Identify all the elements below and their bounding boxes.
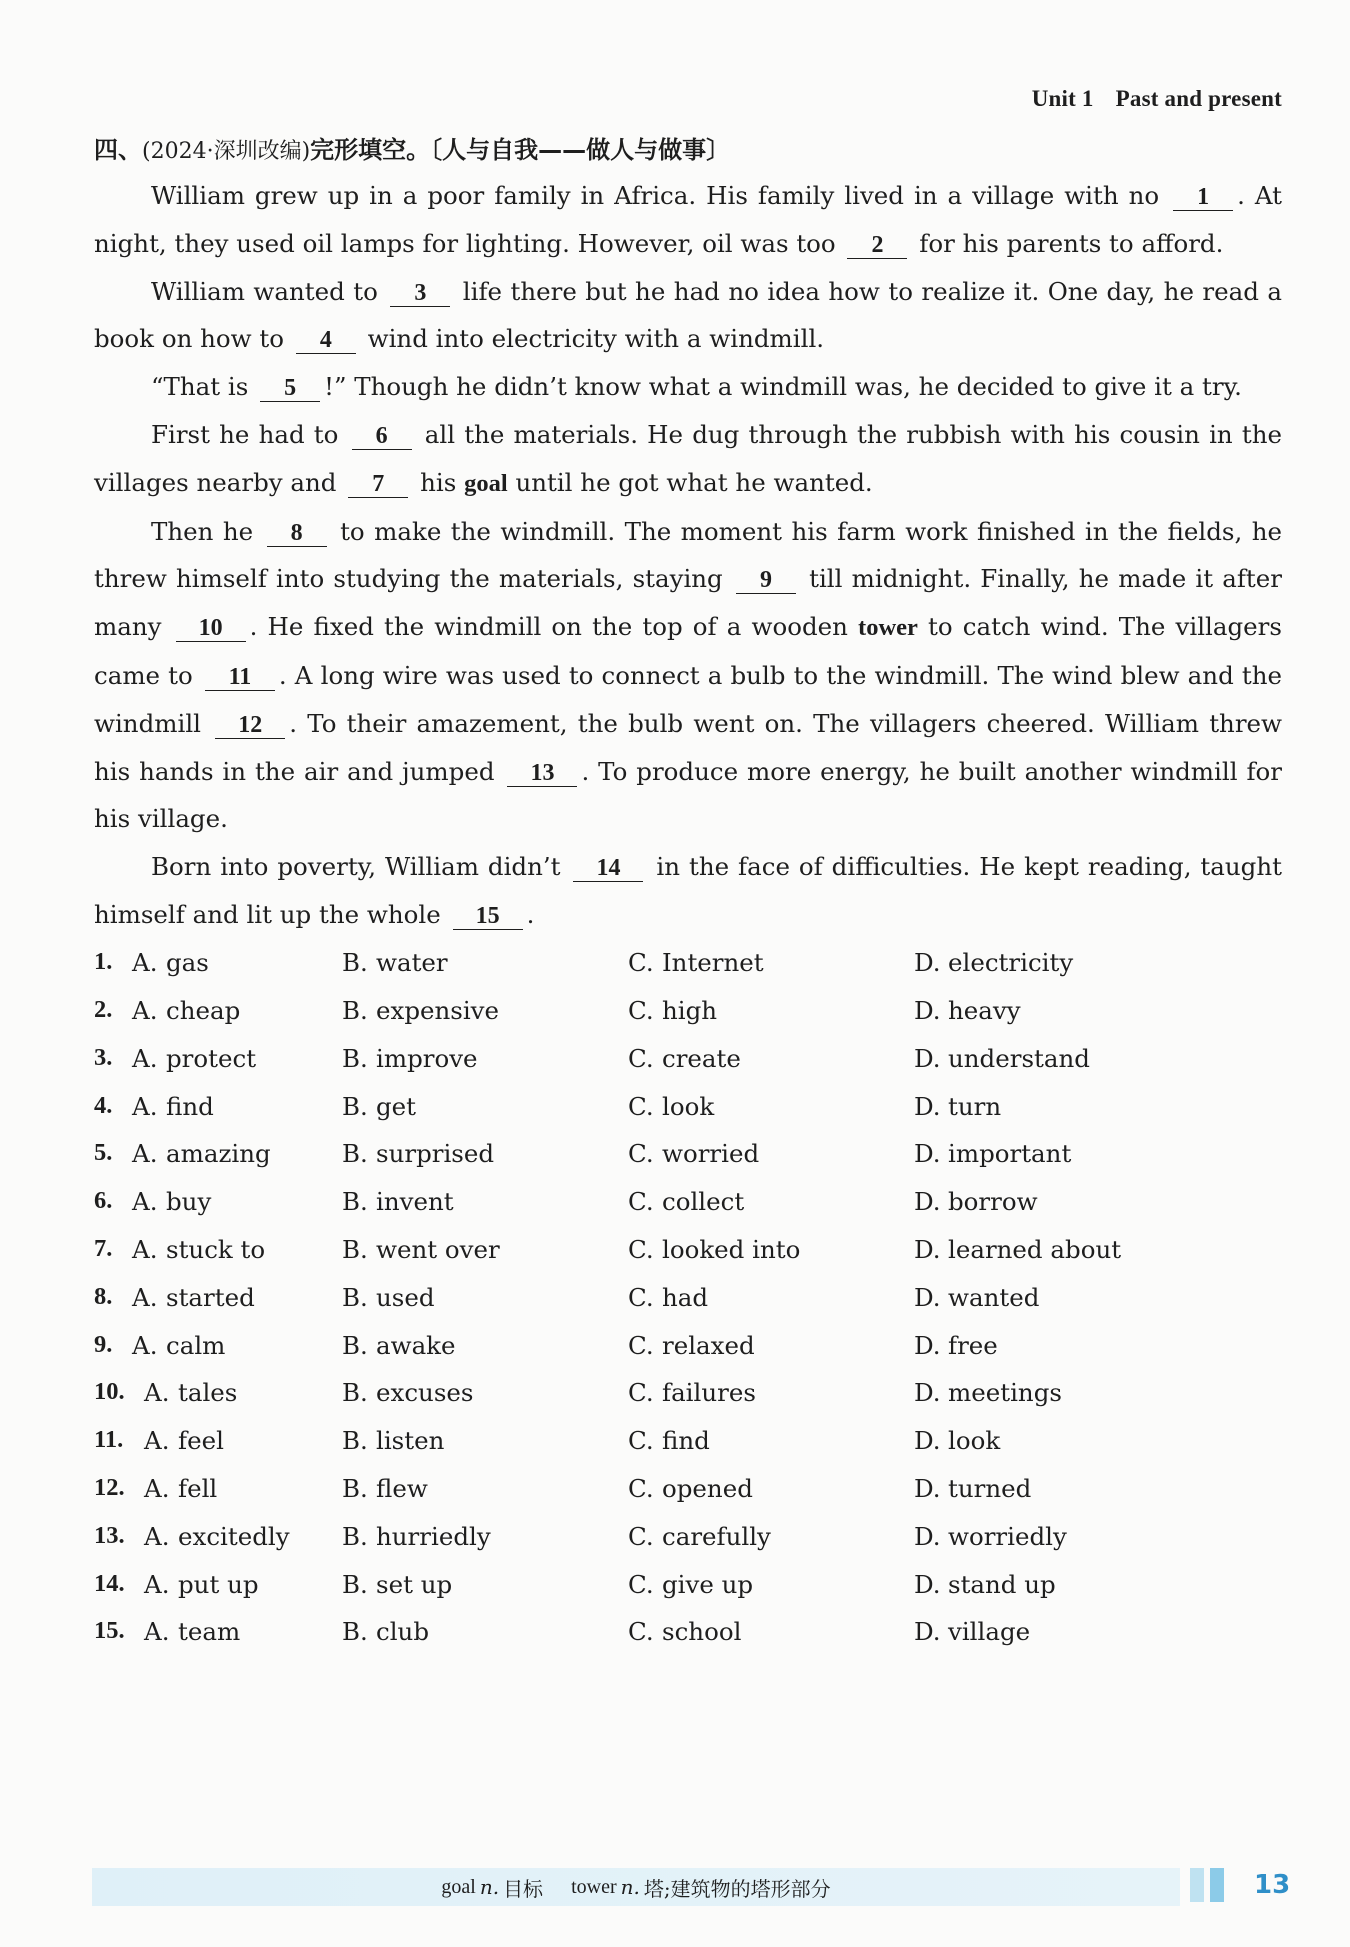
keyword-goal: goal: [464, 469, 508, 497]
option-text: free: [948, 1330, 998, 1360]
text: for his parents to afford.: [919, 228, 1224, 258]
text: .: [526, 899, 535, 929]
option-text: wanted: [948, 1282, 1040, 1312]
option-letter: A.: [144, 1473, 170, 1503]
option-text: flew: [376, 1473, 428, 1503]
option-cell: [914, 1570, 1194, 1599]
question-number: 14.: [94, 1569, 125, 1597]
blank-11: 11: [205, 664, 275, 691]
paragraph-5: [94, 508, 1282, 844]
blank-2: 2: [847, 232, 907, 259]
option-text: used: [376, 1282, 435, 1312]
option-text: find: [166, 1091, 214, 1121]
option-letter: A.: [144, 1426, 170, 1456]
option-cell: [342, 1331, 628, 1360]
option-letter: D.: [914, 1330, 941, 1360]
unit-title: Past and present: [1115, 86, 1282, 111]
option-text: started: [166, 1282, 255, 1312]
keyword-tower: tower: [858, 614, 918, 642]
option-cell: [914, 1187, 1194, 1216]
option-letter: B.: [342, 1282, 368, 1312]
question-number: 3.: [94, 1043, 113, 1071]
option-cell: [94, 1187, 342, 1216]
option-cell: [628, 996, 914, 1025]
question-number: 13.: [94, 1521, 125, 1549]
option-cell: [342, 1283, 628, 1312]
page-number: 13: [1254, 1870, 1291, 1900]
text: . At night, they used oil lamps for lighting. However, oil was too: [94, 181, 1283, 258]
option-letter: C.: [628, 1378, 654, 1408]
option-letter: B.: [342, 1043, 368, 1073]
text: !” Though he didn’t know what a windmill was, he decided to give it a try.: [324, 372, 1242, 402]
option-letter: A.: [132, 1187, 158, 1217]
option-cell: [94, 1522, 342, 1551]
option-cell: [628, 1283, 914, 1312]
option-cell: [342, 1570, 628, 1599]
text: Then he: [151, 516, 254, 546]
option-text: get: [376, 1091, 417, 1121]
option-row: [94, 1560, 1282, 1608]
option-text: opened: [662, 1473, 753, 1503]
text: William wanted to: [151, 276, 378, 306]
option-text: cheap: [166, 995, 241, 1025]
option-letter: A.: [144, 1617, 170, 1647]
option-letter: D.: [914, 1617, 941, 1647]
option-text: electricity: [948, 948, 1074, 978]
option-text: worriedly: [948, 1521, 1067, 1551]
option-cell: [342, 1426, 628, 1455]
text: until he got what he wanted.: [515, 467, 873, 497]
blank-6: 6: [352, 423, 412, 450]
option-cell: [342, 1378, 628, 1407]
blank-15: 15: [453, 903, 523, 930]
option-cell: [94, 1570, 342, 1599]
option-row: [94, 1465, 1282, 1513]
text: William grew up in a poor family in Africa. His family lived in a village with no: [151, 181, 1160, 210]
question-number: 2.: [94, 995, 113, 1023]
option-letter: C.: [628, 1282, 654, 1312]
option-text: important: [948, 1139, 1072, 1169]
option-text: stuck to: [166, 1234, 266, 1264]
blank-8: 8: [267, 520, 327, 547]
option-text: excuses: [376, 1378, 474, 1408]
option-letter: C.: [628, 1617, 654, 1647]
blank-13: 13: [507, 760, 577, 787]
option-letter: A.: [132, 1043, 158, 1073]
option-cell: [628, 1474, 914, 1503]
option-cell: [94, 996, 342, 1025]
question-number: 6.: [94, 1187, 113, 1215]
option-letter: D.: [914, 1187, 941, 1217]
bar: [1190, 1868, 1204, 1902]
option-cell: [342, 1474, 628, 1503]
option-letter: B.: [342, 1569, 368, 1599]
option-letter: B.: [342, 1521, 368, 1551]
option-cell: [94, 1044, 342, 1073]
text: wind into electricity with a windmill.: [367, 324, 825, 354]
vocabulary-footer: [92, 1868, 1180, 1906]
section-type: 完形填空。: [310, 136, 431, 164]
option-letter: A.: [132, 948, 158, 978]
option-row: [94, 939, 1282, 987]
question-number: 4.: [94, 1091, 113, 1119]
passage: [94, 172, 1282, 939]
question-number: 5.: [94, 1139, 113, 1167]
option-cell: [342, 1187, 628, 1216]
text: . A long wire was used to connect a bulb to the windmill. The wind blew and the windmill: [94, 660, 1282, 738]
paragraph-6: [94, 843, 1282, 939]
option-text: club: [376, 1617, 430, 1647]
option-text: turn: [948, 1091, 1002, 1121]
text: life there but he had no idea how to realize it. One day, he read a book on how to: [94, 276, 1282, 354]
option-cell: [94, 1378, 342, 1407]
option-letter: C.: [628, 1187, 654, 1217]
option-text: look: [662, 1091, 715, 1121]
option-letter: D.: [914, 1569, 941, 1599]
section-source: (2024·深圳改编): [142, 139, 311, 164]
option-letter: D.: [914, 1234, 941, 1264]
option-letter: B.: [342, 995, 368, 1025]
option-row: [94, 1512, 1282, 1560]
option-row: [94, 1082, 1282, 1130]
section-number: 四、: [94, 136, 142, 164]
paragraph-1: [94, 172, 1282, 268]
option-row: [94, 1608, 1282, 1656]
option-letter: B.: [342, 1330, 368, 1360]
option-letter: A.: [132, 1330, 158, 1360]
option-row: [94, 1226, 1282, 1274]
paragraph-4: [94, 411, 1282, 508]
option-cell: [342, 1617, 628, 1646]
option-row: [94, 987, 1282, 1035]
option-text: carefully: [662, 1521, 771, 1551]
option-cell: [94, 1139, 342, 1168]
option-letter: D.: [914, 1091, 941, 1121]
option-cell: [914, 1235, 1194, 1264]
option-text: had: [662, 1282, 709, 1312]
option-cell: [914, 1617, 1194, 1646]
option-text: looked into: [662, 1234, 801, 1264]
option-cell: [342, 948, 628, 977]
option-text: heavy: [948, 995, 1021, 1025]
option-letter: C.: [628, 1521, 654, 1551]
option-text: excitedly: [178, 1521, 290, 1551]
answer-options: [94, 939, 1282, 1656]
option-text: set up: [376, 1569, 453, 1599]
vocab-word: tower: [571, 1875, 617, 1898]
option-letter: C.: [628, 1139, 654, 1169]
option-text: surprised: [376, 1139, 495, 1169]
question-number: 9.: [94, 1330, 113, 1358]
option-letter: C.: [628, 1426, 654, 1456]
bar: [1210, 1868, 1224, 1902]
option-text: turned: [948, 1473, 1032, 1503]
option-row: [94, 1273, 1282, 1321]
option-cell: [94, 1331, 342, 1360]
option-text: stand up: [948, 1569, 1056, 1599]
option-letter: B.: [342, 1234, 368, 1264]
option-text: high: [662, 995, 718, 1025]
text: to catch wind. The villagers came to: [94, 612, 1282, 690]
option-text: failures: [662, 1378, 756, 1408]
option-cell: [342, 1139, 628, 1168]
text: to make the windmill. The moment his farm work finished in the fields, he threw himself into studying the materials, staying: [94, 516, 1282, 594]
option-text: give up: [662, 1569, 754, 1599]
option-letter: B.: [342, 1617, 368, 1647]
option-text: amazing: [166, 1139, 271, 1169]
option-letter: A.: [132, 1139, 158, 1169]
option-cell: [94, 948, 342, 977]
option-cell: [914, 1426, 1194, 1455]
option-text: Internet: [662, 948, 764, 978]
option-letter: B.: [342, 1426, 368, 1456]
option-text: improve: [376, 1043, 478, 1073]
option-text: feel: [178, 1426, 224, 1456]
option-cell: [628, 948, 914, 977]
blank-12: 12: [215, 712, 285, 739]
option-letter: A.: [132, 995, 158, 1025]
option-text: team: [178, 1617, 241, 1647]
option-letter: A.: [132, 1282, 158, 1312]
option-letter: C.: [628, 995, 654, 1025]
option-cell: [914, 1283, 1194, 1312]
option-cell: [914, 1092, 1194, 1121]
option-row: [94, 1178, 1282, 1226]
option-letter: C.: [628, 1330, 654, 1360]
option-cell: [914, 1044, 1194, 1073]
option-cell: [342, 1044, 628, 1073]
blank-7: 7: [348, 471, 408, 498]
option-cell: [94, 1426, 342, 1455]
option-cell: [914, 948, 1194, 977]
text: his: [420, 467, 457, 497]
option-letter: D.: [914, 1473, 941, 1503]
option-cell: [628, 1044, 914, 1073]
option-text: went over: [376, 1234, 500, 1264]
option-letter: C.: [628, 948, 654, 978]
vocab-meaning: 塔;建筑物的塔形部分: [643, 1876, 831, 1901]
blank-5: 5: [260, 375, 320, 402]
question-number: 15.: [94, 1617, 125, 1645]
option-letter: D.: [914, 948, 941, 978]
option-row: [94, 1321, 1282, 1369]
text: “That is: [151, 372, 249, 402]
option-cell: [628, 1617, 914, 1646]
option-text: awake: [376, 1330, 456, 1360]
option-letter: C.: [628, 1043, 654, 1073]
vocab-word: goal: [441, 1875, 476, 1898]
blank-10: 10: [176, 615, 246, 642]
option-text: find: [662, 1426, 710, 1456]
option-cell: [94, 1617, 342, 1646]
option-text: expensive: [376, 995, 500, 1025]
option-cell: [914, 1522, 1194, 1551]
question-number: 1.: [94, 948, 113, 976]
option-letter: B.: [342, 1187, 368, 1217]
option-row: [94, 1130, 1282, 1178]
option-letter: A.: [144, 1521, 170, 1551]
option-cell: [914, 1331, 1194, 1360]
option-letter: A.: [144, 1378, 170, 1408]
running-header: [1032, 86, 1282, 112]
option-cell: [342, 1235, 628, 1264]
option-text: gas: [166, 948, 209, 978]
section-title: [94, 130, 1282, 172]
option-row: [94, 1034, 1282, 1082]
option-text: collect: [662, 1187, 745, 1217]
option-text: protect: [166, 1043, 257, 1073]
content: [94, 130, 1282, 1656]
option-letter: D.: [914, 1426, 941, 1456]
text: in the face of difficulties. He kept reading, taught himself and lit up the whole: [94, 852, 1282, 929]
question-number: 8.: [94, 1282, 113, 1310]
question-number: 7.: [94, 1234, 113, 1262]
option-letter: C.: [628, 1091, 654, 1121]
blank-4: 4: [296, 327, 356, 354]
option-letter: B.: [342, 1091, 368, 1121]
option-cell: [342, 1092, 628, 1121]
option-cell: [628, 1331, 914, 1360]
option-letter: D.: [914, 1139, 941, 1169]
text: all the materials. He dug through the rubbish with his cousin in the villages nearby and: [94, 419, 1282, 497]
option-letter: A.: [144, 1569, 170, 1599]
option-text: understand: [948, 1043, 1090, 1073]
option-letter: B.: [342, 948, 368, 978]
option-letter: B.: [342, 1473, 368, 1503]
question-number: 12.: [94, 1473, 125, 1501]
section-theme: 〔人与自我——做人与做事〕: [430, 136, 731, 164]
option-text: village: [948, 1617, 1031, 1647]
vocab-pos: n.: [479, 1875, 500, 1899]
option-letter: C.: [628, 1569, 654, 1599]
option-text: worried: [662, 1139, 760, 1169]
blank-14: 14: [573, 855, 643, 882]
text: First he had to: [151, 419, 339, 449]
option-cell: [94, 1283, 342, 1312]
option-row: [94, 1369, 1282, 1417]
decorative-bars: [1190, 1868, 1224, 1902]
option-cell: [628, 1187, 914, 1216]
option-text: borrow: [948, 1187, 1038, 1217]
option-letter: A.: [132, 1091, 158, 1121]
option-text: create: [662, 1043, 741, 1073]
option-text: listen: [376, 1426, 445, 1456]
option-cell: [628, 1378, 914, 1407]
text: Born into poverty, William didn’t: [151, 852, 561, 882]
option-text: calm: [166, 1330, 226, 1360]
option-cell: [94, 1474, 342, 1503]
option-cell: [914, 1474, 1194, 1503]
option-cell: [342, 1522, 628, 1551]
option-cell: [628, 1426, 914, 1455]
option-letter: D.: [914, 1521, 941, 1551]
option-text: invent: [376, 1187, 454, 1217]
option-cell: [94, 1092, 342, 1121]
option-text: hurriedly: [376, 1521, 491, 1551]
blank-1: 1: [1173, 184, 1233, 211]
option-text: water: [376, 948, 448, 978]
option-cell: [628, 1235, 914, 1264]
blank-3: 3: [390, 280, 450, 307]
unit-label: Unit 1: [1031, 86, 1094, 111]
option-cell: [628, 1522, 914, 1551]
option-text: put up: [178, 1569, 259, 1599]
option-text: meetings: [948, 1378, 1062, 1408]
option-letter: D.: [914, 995, 941, 1025]
option-text: buy: [166, 1187, 212, 1217]
option-letter: D.: [914, 1378, 941, 1408]
option-letter: A.: [132, 1234, 158, 1264]
option-text: relaxed: [662, 1330, 755, 1360]
text: . To produce more energy, he built another windmill for his village.: [94, 756, 1282, 834]
option-text: tales: [178, 1378, 238, 1408]
option-letter: D.: [914, 1043, 941, 1073]
question-number: 11.: [94, 1426, 124, 1454]
option-cell: [628, 1570, 914, 1599]
blank-9: 9: [736, 567, 796, 594]
option-cell: [914, 996, 1194, 1025]
option-letter: C.: [628, 1234, 654, 1264]
text: till midnight. Finally, he made it after many: [94, 564, 1282, 642]
option-letter: C.: [628, 1473, 654, 1503]
option-row: [94, 1417, 1282, 1465]
option-cell: [94, 1235, 342, 1264]
question-number: 10.: [94, 1378, 125, 1406]
vocab-pos: n.: [620, 1875, 640, 1899]
option-letter: B.: [342, 1139, 368, 1169]
paragraph-3: [94, 363, 1282, 411]
text: . To their amazement, the bulb went on. The villagers cheered. William threw his hands in the air and jumped: [94, 708, 1283, 786]
option-cell: [628, 1139, 914, 1168]
option-cell: [628, 1092, 914, 1121]
paragraph-2: [94, 268, 1282, 364]
option-text: school: [662, 1617, 742, 1647]
option-text: fell: [178, 1473, 218, 1503]
option-text: learned about: [948, 1234, 1122, 1264]
vocab-meaning: 目标: [503, 1876, 544, 1901]
option-cell: [342, 996, 628, 1025]
option-cell: [914, 1139, 1194, 1168]
option-letter: B.: [342, 1378, 368, 1408]
option-text: look: [948, 1426, 1001, 1456]
option-cell: [914, 1378, 1194, 1407]
option-letter: D.: [914, 1282, 941, 1312]
text: . He fixed the windmill on the top of a wooden: [249, 612, 848, 642]
